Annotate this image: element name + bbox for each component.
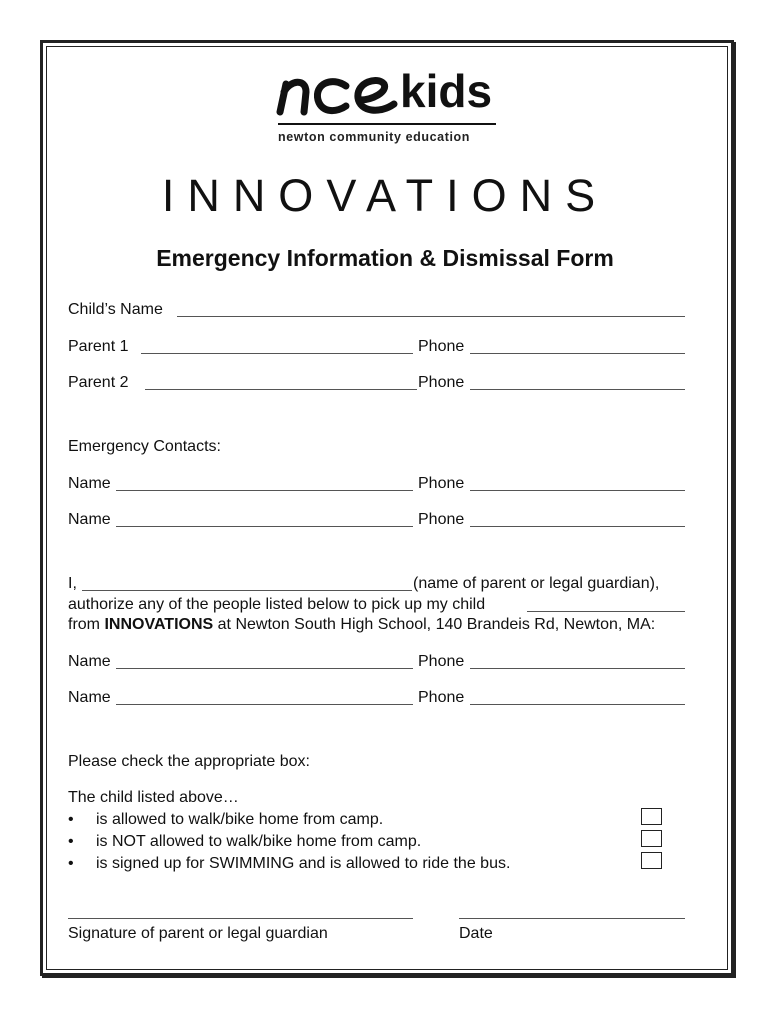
pickup1-name-label: Name [68,653,111,670]
check-option-2-label: is NOT allowed to walk/bike home from camp. [96,833,422,850]
guardian-note: (name of parent or legal guardian), [413,575,660,592]
parent1-label: Parent 1 [68,338,129,355]
emergency1-name-field[interactable] [116,490,413,491]
emergency2-phone-field[interactable] [470,526,685,527]
nce-script-logo-mark [276,70,400,120]
parent1-field[interactable] [141,353,413,354]
logo-kids-text: kids [400,65,493,117]
parent1-phone-field[interactable] [470,353,685,354]
check-option-2 [68,832,421,851]
parent2-phone-field[interactable] [470,389,685,390]
signature-field[interactable] [68,918,413,919]
walk-allowed-checkbox[interactable] [641,808,662,825]
bullet: • [68,811,74,828]
check-option-1 [68,810,383,829]
parent2-phone-label: Phone [418,374,465,391]
pickup1-name-field[interactable] [116,668,413,669]
date-field[interactable] [459,918,685,919]
nce-kids-logo [276,65,500,150]
check-option-3 [68,854,510,873]
bullet: • [68,855,74,872]
page-title: INNOVATIONS [161,170,609,221]
location-text: at Newton South High School, 140 Brandeis Rd, Newton, MA: [217,616,656,633]
form-subtitle: Emergency Information & Dismissal Form [156,245,614,271]
signature-label: Signature of parent or legal guardian [68,925,328,942]
bullet: • [68,833,74,850]
emergency2-name-field[interactable] [116,526,413,527]
child-name-label: Child’s Name [68,301,163,318]
swimming-bus-checkbox[interactable] [641,852,662,869]
pickup2-phone-field[interactable] [470,704,685,705]
emergency-contacts-heading: Emergency Contacts: [68,438,221,455]
check-option-3-label: is signed up for SWIMMING and is allowed to ride the bus. [96,855,511,872]
authorization-i-label: I, [68,575,77,592]
pickup1-phone-label: Phone [418,653,465,670]
guardian-name-field[interactable] [82,590,412,591]
child-name-field[interactable] [177,316,685,317]
check-option-1-label: is allowed to walk/bike home from camp. [96,811,384,828]
emergency1-name-label: Name [68,475,111,492]
check-intro: The child listed above… [68,789,239,806]
pickup2-phone-label: Phone [418,689,465,706]
date-label: Date [459,925,493,942]
pickup2-name-label: Name [68,689,111,706]
from-text: from [68,616,100,633]
emergency2-name-label: Name [68,511,111,528]
parent2-label: Parent 2 [68,374,129,391]
logo-divider [278,123,496,125]
authorization-line2: authorize any of the people listed below to pick up my child [68,596,486,613]
emergency1-phone-label: Phone [418,475,465,492]
pickup1-phone-field[interactable] [470,668,685,669]
parent1-phone-label: Phone [418,338,465,355]
emergency2-phone-label: Phone [418,511,465,528]
walk-not-allowed-checkbox[interactable] [641,830,662,847]
check-prompt: Please check the appropriate box: [68,753,310,770]
emergency1-phone-field[interactable] [470,490,685,491]
child-pickup-field[interactable] [527,611,685,612]
logo-subtitle: newton community education [278,130,470,144]
parent2-field[interactable] [145,389,417,390]
authorization-line3 [68,615,655,634]
pickup2-name-field[interactable] [116,704,413,705]
program-name: INNOVATIONS [104,616,214,633]
